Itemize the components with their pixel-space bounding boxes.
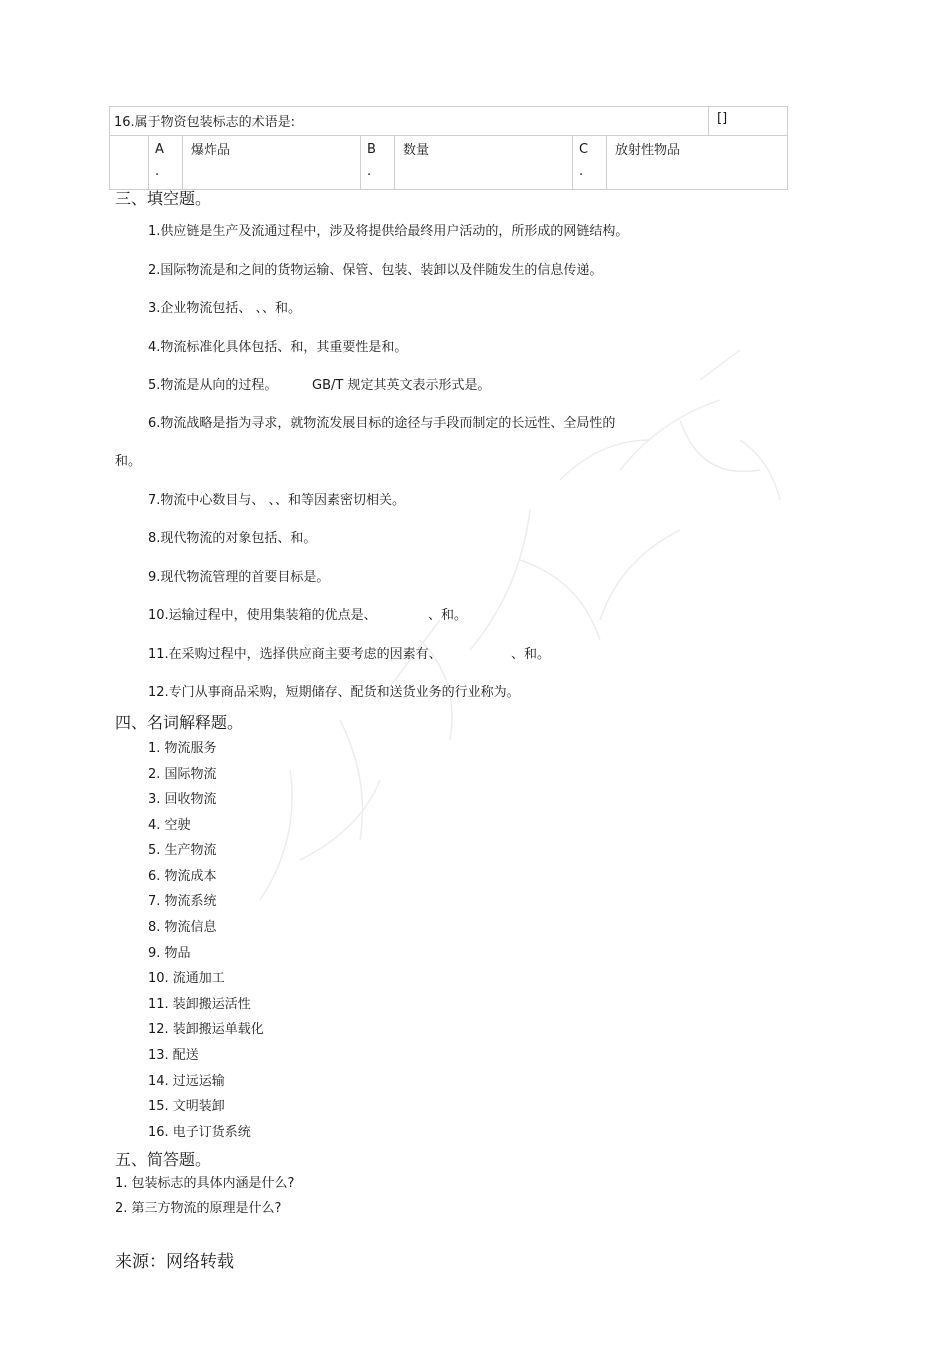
fill-item-9: 9.现代物流管理的首要目标是。 (148, 570, 330, 585)
term-item: 7. 物流系统 (148, 894, 217, 909)
fill-item-5: 5.物流是从向的过程。 (148, 378, 278, 393)
term-item: 9. 物品 (148, 946, 191, 961)
option-a-letter: A . (149, 136, 183, 190)
term-item: 3. 回收物流 (148, 792, 217, 807)
fill-item-4: 4.物流标准化具体包括、和，其重要性是和。 (148, 340, 408, 355)
term-item: 2. 国际物流 (148, 767, 217, 782)
term-item: 5. 生产物流 (148, 843, 217, 858)
term-item: 14. 过远运输 (148, 1074, 225, 1089)
term-item: 8. 物流信息 (148, 920, 217, 935)
option-b-text: 数量 (395, 136, 573, 190)
short-answer-item: 1. 包装标志的具体内涵是什么? (115, 1176, 295, 1191)
fill-item-11-cont: 、和。 (511, 647, 551, 662)
term-item: 13. 配送 (148, 1048, 199, 1063)
term-item: 6. 物流成本 (148, 869, 217, 884)
question-16-table (109, 106, 788, 190)
fill-item-12: 12.专门从事商品采购，短期储存、配货和送货业务的行业称为。 (148, 685, 520, 700)
source-note: 来源：网络转载 (115, 1252, 234, 1272)
fill-item-3: 3.企业物流包括、 、、和。 (148, 301, 302, 316)
option-c-text: 放射性物品 (607, 136, 788, 190)
option-c-letter: C . (573, 136, 607, 190)
fill-item-7: 7.物流中心数目与、 、、和等因素密切相关。 (148, 493, 406, 508)
fill-item-10-cont: 、和。 (428, 608, 468, 623)
fill-item-1: 1.供应链是生产及流通过程中，涉及将提供给最终用户活动的，所形成的网链结构。 (148, 224, 629, 239)
term-item: 1. 物流服务 (148, 741, 217, 756)
fill-item-2: 2.国际物流是和之间的货物运输、保管、包装、装卸以及伴随发生的信息传递。 (148, 263, 603, 278)
option-b-letter: B . (361, 136, 395, 190)
short-answer-item: 2. 第三方物流的原理是什么? (115, 1201, 282, 1216)
term-item: 10. 流通加工 (148, 971, 225, 986)
fill-item-6: 6.物流战略是指为寻求，就物流发展目标的途径与手段而制定的长远性、全局性的 (148, 416, 616, 431)
term-item: 16. 电子订货系统 (148, 1125, 251, 1140)
fill-item-10: 10.运输过程中，使用集装箱的优点是、 (148, 608, 377, 623)
term-item: 12. 装卸搬运单载化 (148, 1022, 264, 1037)
section-4-heading: 四、名词解释题。 (115, 713, 244, 732)
fill-item-5-cont: GB/T 规定其英文表示形式是。 (312, 378, 491, 393)
question-16-text: 16.属于物资包装标志的术语是: (110, 107, 709, 136)
option-a-text: 爆炸品 (183, 136, 361, 190)
answer-bracket: [] (709, 107, 788, 136)
term-item: 11. 装卸搬运活性 (148, 997, 251, 1012)
option-spacer (110, 136, 149, 190)
term-item: 4. 空驶 (148, 818, 191, 833)
fill-item-6-cont: 和。 (115, 454, 142, 469)
fill-item-11: 11.在采购过程中，选择供应商主要考虑的因素有、 (148, 647, 442, 662)
fill-item-8: 8.现代物流的对象包括、和。 (148, 531, 317, 546)
section-3-heading: 三、填空题。 (115, 189, 212, 208)
term-item: 15. 文明装卸 (148, 1099, 225, 1114)
section-5-heading: 五、简答题。 (115, 1150, 212, 1169)
